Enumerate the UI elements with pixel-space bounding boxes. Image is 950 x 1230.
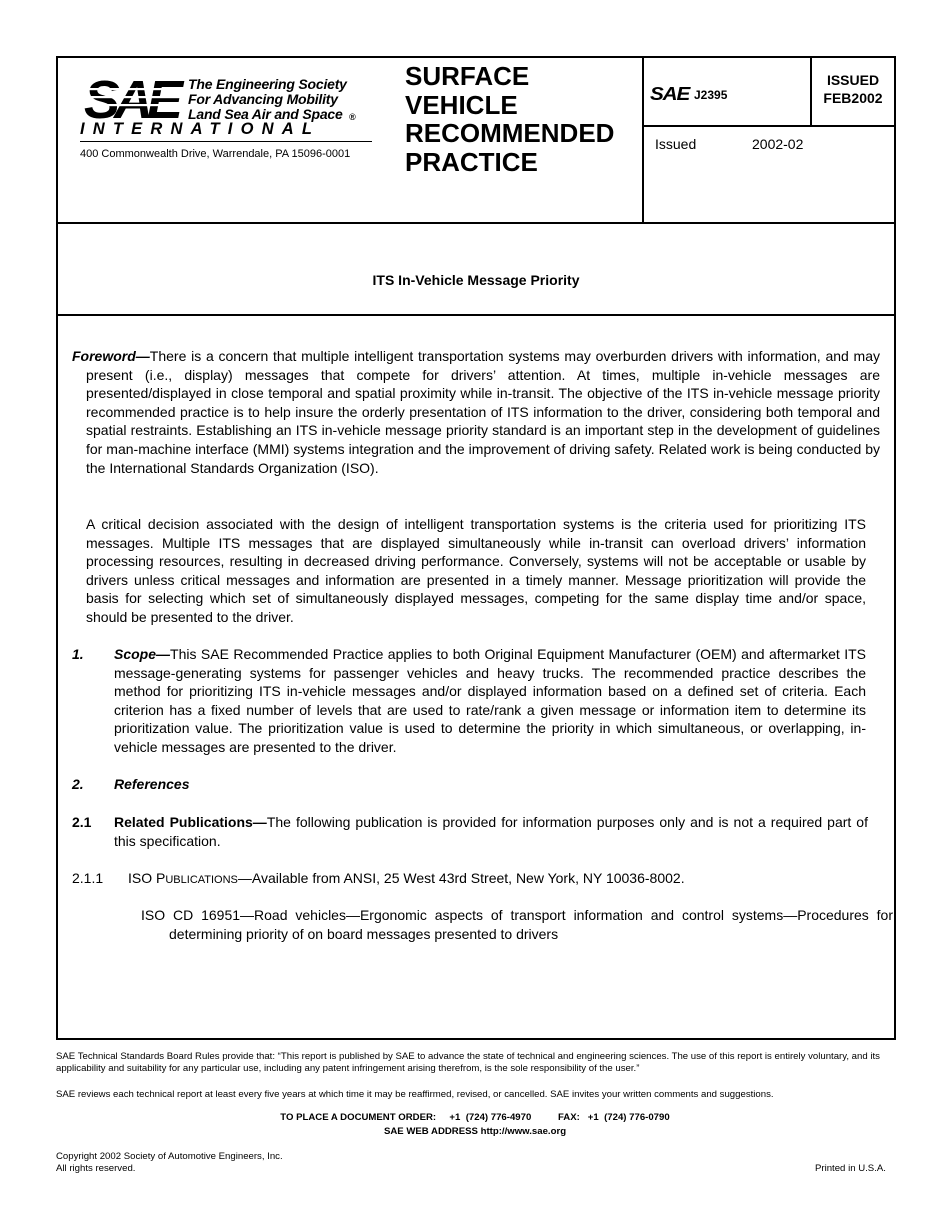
foreword-paragraph-2: A critical decision associated with the design of intelligent transportation systems is the criteria used for prioritizing ITS messages. Multiple ITS messages that are displayed simultaneously while in-transit can overload drivers’ information processing resources, resulting in decreased driving performance. Conversely, systems will not be acceptable or usable by drivers unless critical messages and information are presented in a timely manner. Message prioritization will provide the basis for selecting which set of simultaneously displayed messages, competing for the same display time and/or space, should be presented to the driver. [86,516,866,625]
header-vertical-rule [642,56,644,224]
number-box-rule [642,125,896,127]
international-wordmark: INTERNATIONAL [80,120,321,138]
section-number: 1. [72,646,84,662]
title-divider [56,314,896,316]
wordmark-rule [80,141,372,142]
references-heading: References [114,776,190,792]
web-address-line: SAE WEB ADDRESS http://www.sae.org [383,1126,567,1137]
iso-publications-heading-cap: ISO P [128,870,166,886]
document-number: J2395 [694,88,728,102]
sae-small-logo-icon: SAE [650,84,690,104]
iso-publications-line [128,869,868,890]
copyright-line: Copyright 2002 Society of Automotive Engineers, Inc. [56,1151,283,1162]
iso-publications-text: —Available from ANSI, 25 West 43rd Street, New York, NY 10036-8002. [237,870,685,886]
document-type-line: PRACTICE [405,146,538,177]
society-line-2: For Advancing Mobility [188,91,338,107]
header-divider [56,222,896,224]
society-line-1: The Engineering Society [188,76,347,92]
scope-heading: Scope— [114,646,171,662]
related-publications-paragraph [114,813,868,850]
status-box [812,71,894,107]
sae-logo-icon [84,74,194,122]
rights-line: All rights reserved. [56,1163,136,1174]
document-type-line: SURFACE [405,61,530,91]
society-address: 400 Commonwealth Drive, Warrendale, PA 15096-0001 [80,148,351,160]
related-publications-heading: Related Publications— [114,814,267,830]
printed-in-line: Printed in U.S.A. [815,1163,886,1174]
status-line-2: FEB2002 [823,90,883,106]
document-type-line: RECOMMENDED [405,118,615,148]
foreword-text: There is a concern that multiple intelligent transportation systems may overburden drivers with information, and may present (i.e., display) messages that compete for drivers’ attention. At times, multiple in-vehicle messages are presented/displayed in close temporal and spatial proximity while in-transit. The objective of the ITS in-vehicle message priority recommended practice is to help insure the orderly presentation of ITS information to the driver, considering both temporal and spatial restraints. Establishing an ITS in-vehicle message priority standard is an important step in the development of guidelines for man-machine interface (MMI) systems integration and the improvement of driving safety. Related work is being conducted by the International Standards Organization (ISO). [86,348,880,476]
society-line-3: Land Sea Air and Space [188,106,343,122]
scope-paragraph [114,645,866,757]
section-number: 2.1 [72,814,92,830]
iso-publications-heading-small: UBLICATIONS [165,874,238,886]
reference-entry: ISO CD 16951—Road vehicles—Ergonomic aspects of transport information and control systems—Procedures for determining priority of on board messages presented to drivers [141,907,893,942]
related-publications-text: The following publication is provided for information purposes only and is not a required part of this specification. [114,814,868,849]
review-notice: SAE reviews each technical report at least every five years at which time it may be reaffirmed, revised, or cancelled. SAE invites your written comments and suggestions. [56,1089,774,1100]
board-rules-notice: SAE Technical Standards Board Rules provide that: “This report is published by SAE to advance the state of technical and engineering sciences. The use of this report is entirely voluntary, and its applicability and suitability for any particular use, including any patent infringement arising therefrom, is the sole responsibility of the user.” [56,1051,880,1074]
document-type-line: VEHICLE [405,89,518,120]
document-title: ITS In-Vehicle Message Priority [372,272,580,288]
registered-mark: ® [349,112,356,122]
status-line-1: ISSUED [826,72,880,88]
issued-date: 2002-02 [752,136,804,152]
section-number: 2. [72,776,84,792]
issued-label: Issued [655,136,697,152]
document-type [405,62,614,176]
section-number: 2.1.1 [72,870,104,886]
foreword-paragraph [72,347,880,477]
foreword-heading: Foreword— [72,348,150,364]
scope-text: This SAE Recommended Practice applies to both Original Equipment Manufacturer (OEM) and aftermarket ITS message-generating systems for passenger vehicles and heavy trucks. The recommended practice describes the method for prioritizing ITS in-vehicle messages and/or displayed information based on a defined set of criteria. Each criterion has a fixed number of levels that are used to rate/rank a given message or information item to determine its prioritization value. The prioritization value is used to determine the priority in which simultaneous, or overlapping, in-vehicle messages are presented to the driver. [114,646,866,755]
order-contact-line: TO PLACE A DOCUMENT ORDER: +1 (724) 776-4970 FAX: +1 (724) 776-0790 [280,1112,670,1123]
